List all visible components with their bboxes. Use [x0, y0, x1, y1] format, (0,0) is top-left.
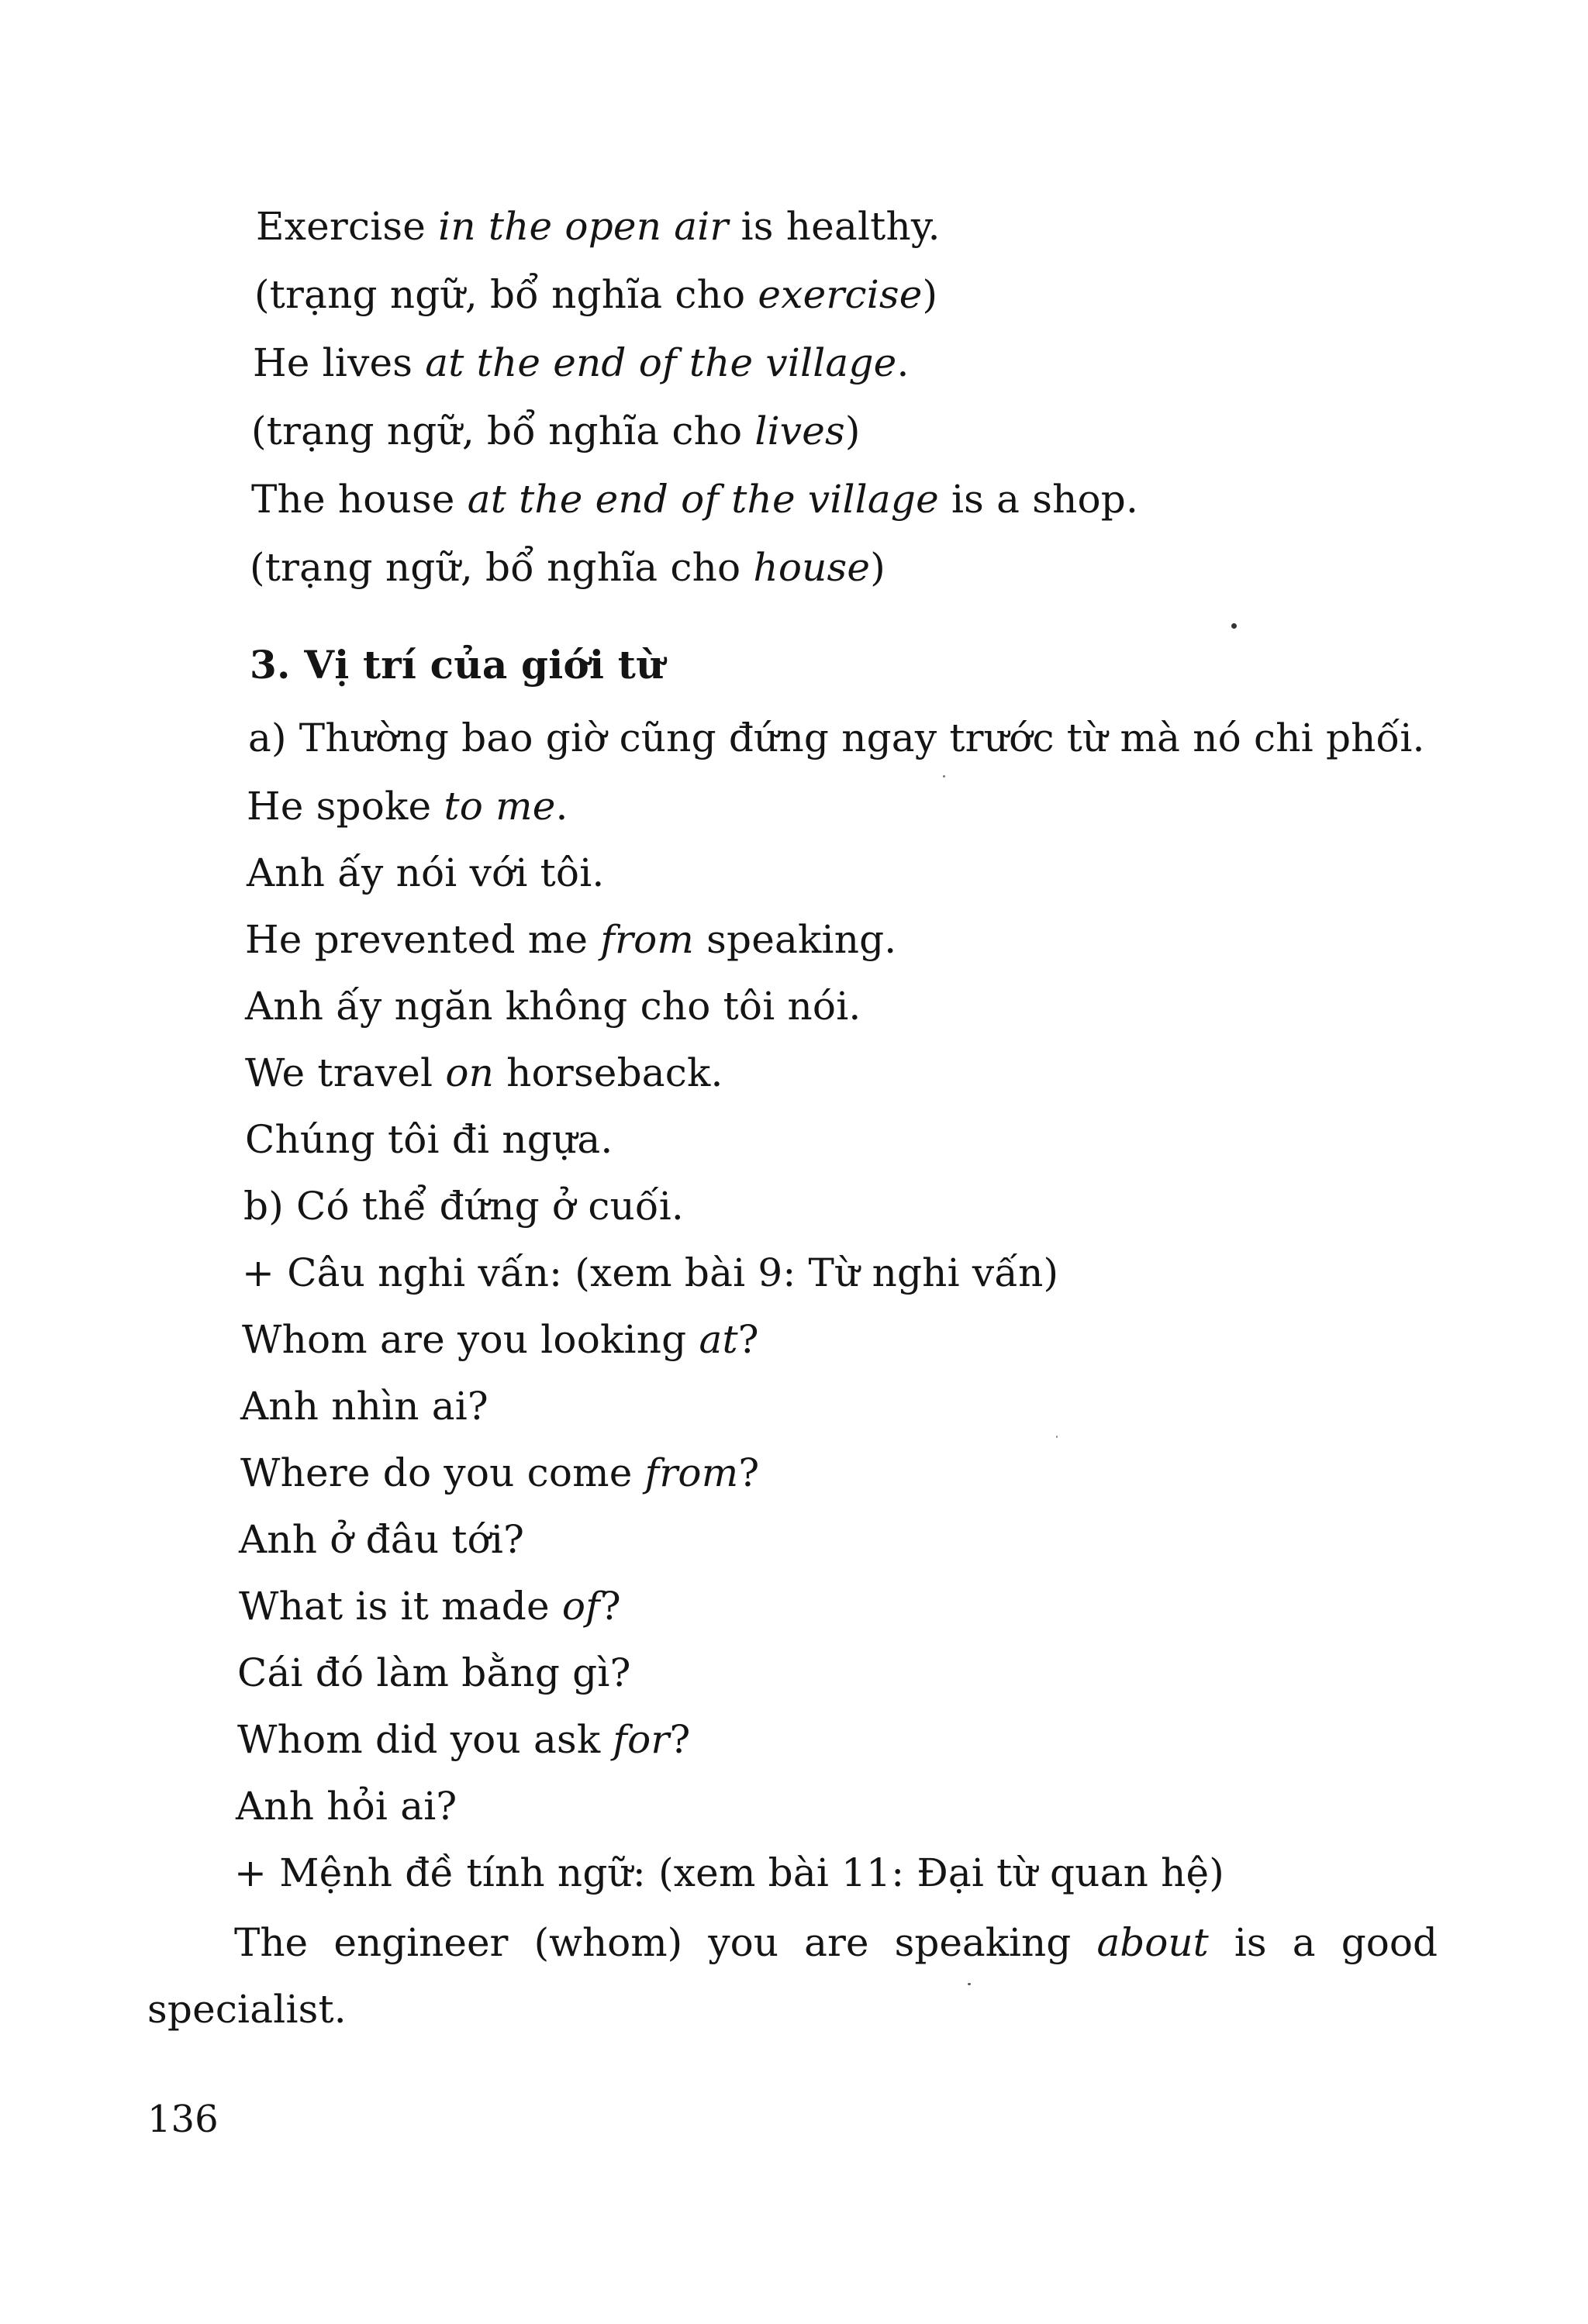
- text-regular: He prevented me: [245, 917, 601, 962]
- text-line: [236, 1783, 457, 1829]
- paragraph-line-justified: [234, 1919, 1438, 1966]
- text-regular: Where do you come: [240, 1450, 645, 1495]
- scan-speck: [1231, 623, 1237, 629]
- text-regular: ?: [738, 1450, 760, 1495]
- text-regular: ): [870, 545, 885, 590]
- text-regular: He spoke: [247, 784, 444, 829]
- text-regular: Anh ấy nói với tôi.: [247, 850, 605, 895]
- text-regular: .: [555, 784, 568, 829]
- text-line: [248, 715, 1425, 761]
- text-regular: speaking.: [694, 917, 897, 962]
- text-line: [251, 408, 861, 454]
- text-regular: Whom did you ask: [237, 1717, 613, 1762]
- text-regular: a) Thường bao giờ cũng đứng ngay trước từ mà nó chi phối.: [248, 715, 1425, 760]
- text-regular: Whom are you looking: [242, 1317, 699, 1362]
- text-italic: exercise: [758, 272, 923, 317]
- text-line: [245, 916, 896, 963]
- text-italic: to me: [444, 784, 556, 829]
- text-regular: + Mệnh đề tính ngữ: (xem bài 11: Đại từ quan hệ): [234, 1850, 1224, 1895]
- text-italic: lives: [754, 409, 845, 453]
- text-line: [245, 983, 861, 1029]
- text-regular: Anh hỏi ai?: [236, 1784, 457, 1829]
- text-line: [247, 783, 568, 829]
- text-regular: ?: [737, 1317, 759, 1362]
- text-line: [254, 271, 937, 318]
- text-regular: .: [896, 340, 910, 385]
- text-regular: (trạng ngữ, bổ nghĩa cho: [250, 545, 754, 590]
- text-regular: horseback.: [494, 1050, 723, 1095]
- text-regular: He lives: [253, 340, 426, 385]
- text-regular: is a good: [1208, 1920, 1438, 1965]
- text-italic: at the end of the village: [425, 340, 897, 385]
- text-line: [237, 1650, 631, 1696]
- text-regular: Anh ở đâu tới?: [239, 1517, 525, 1562]
- text-line: [234, 1850, 1224, 1896]
- text-line: [237, 1716, 691, 1763]
- scan-speck: [968, 1983, 971, 1985]
- text-regular: The engineer (whom) you are speaking: [234, 1920, 1097, 1965]
- text-regular: The house: [251, 477, 468, 522]
- text-italic: at the end of the village: [467, 477, 939, 522]
- text-regular: + Câu nghi vấn: (xem bài 9: Từ nghi vấn): [242, 1250, 1059, 1295]
- text-line: [251, 476, 1138, 522]
- text-regular: (trạng ngữ, bổ nghĩa cho: [251, 409, 755, 453]
- text-regular: ): [922, 272, 938, 317]
- text-regular: Chúng tôi đi ngựa.: [245, 1117, 613, 1162]
- text-regular: Exercise: [256, 204, 439, 249]
- text-regular: ?: [669, 1717, 691, 1762]
- scan-speck: [943, 775, 945, 778]
- text-line: [242, 1316, 759, 1363]
- text-regular: Anh nhìn ai?: [240, 1384, 488, 1429]
- text-italic: of: [561, 1584, 600, 1629]
- section-heading: 3. Vị trí của giới từ: [250, 642, 665, 688]
- text-line: [240, 1450, 759, 1496]
- scan-speck: [1056, 1436, 1058, 1438]
- text-line: [247, 850, 605, 896]
- text-regular: b) Có thể đứng ở cuối.: [243, 1184, 684, 1229]
- page-number: 136: [147, 2098, 219, 2141]
- text-regular: ?: [599, 1584, 621, 1629]
- text-italic: at: [699, 1317, 738, 1362]
- text-italic: from: [644, 1450, 739, 1495]
- text-italic: on: [445, 1050, 495, 1095]
- text-line: [243, 1183, 684, 1229]
- text-line: [253, 340, 910, 386]
- text-italic: house: [753, 545, 871, 590]
- text-italic: about: [1096, 1920, 1209, 1965]
- text-regular: ): [844, 409, 861, 453]
- text-line: [240, 1383, 488, 1429]
- text-italic: from: [600, 917, 695, 962]
- text-line: [245, 1116, 613, 1163]
- text-italic: for: [613, 1717, 670, 1762]
- text-line: [256, 203, 941, 250]
- text-line: [250, 544, 885, 591]
- text-regular: (trạng ngữ, bổ nghĩa cho: [254, 272, 758, 317]
- text-regular: What is it made: [239, 1584, 562, 1629]
- text-regular: We travel: [245, 1050, 446, 1095]
- text-line: [245, 1050, 723, 1096]
- text-regular: Anh ấy ngăn không cho tôi nói.: [245, 984, 861, 1029]
- text-regular: is a shop.: [938, 477, 1139, 522]
- text-line: [239, 1516, 524, 1563]
- text-regular: is healthy.: [728, 204, 941, 249]
- text-italic: in the open air: [438, 204, 729, 249]
- text-regular: Cái đó làm bằng gì?: [237, 1650, 631, 1695]
- paragraph-continuation: specialist.: [147, 1987, 347, 2032]
- text-line: [239, 1583, 621, 1629]
- text-line: [242, 1250, 1058, 1296]
